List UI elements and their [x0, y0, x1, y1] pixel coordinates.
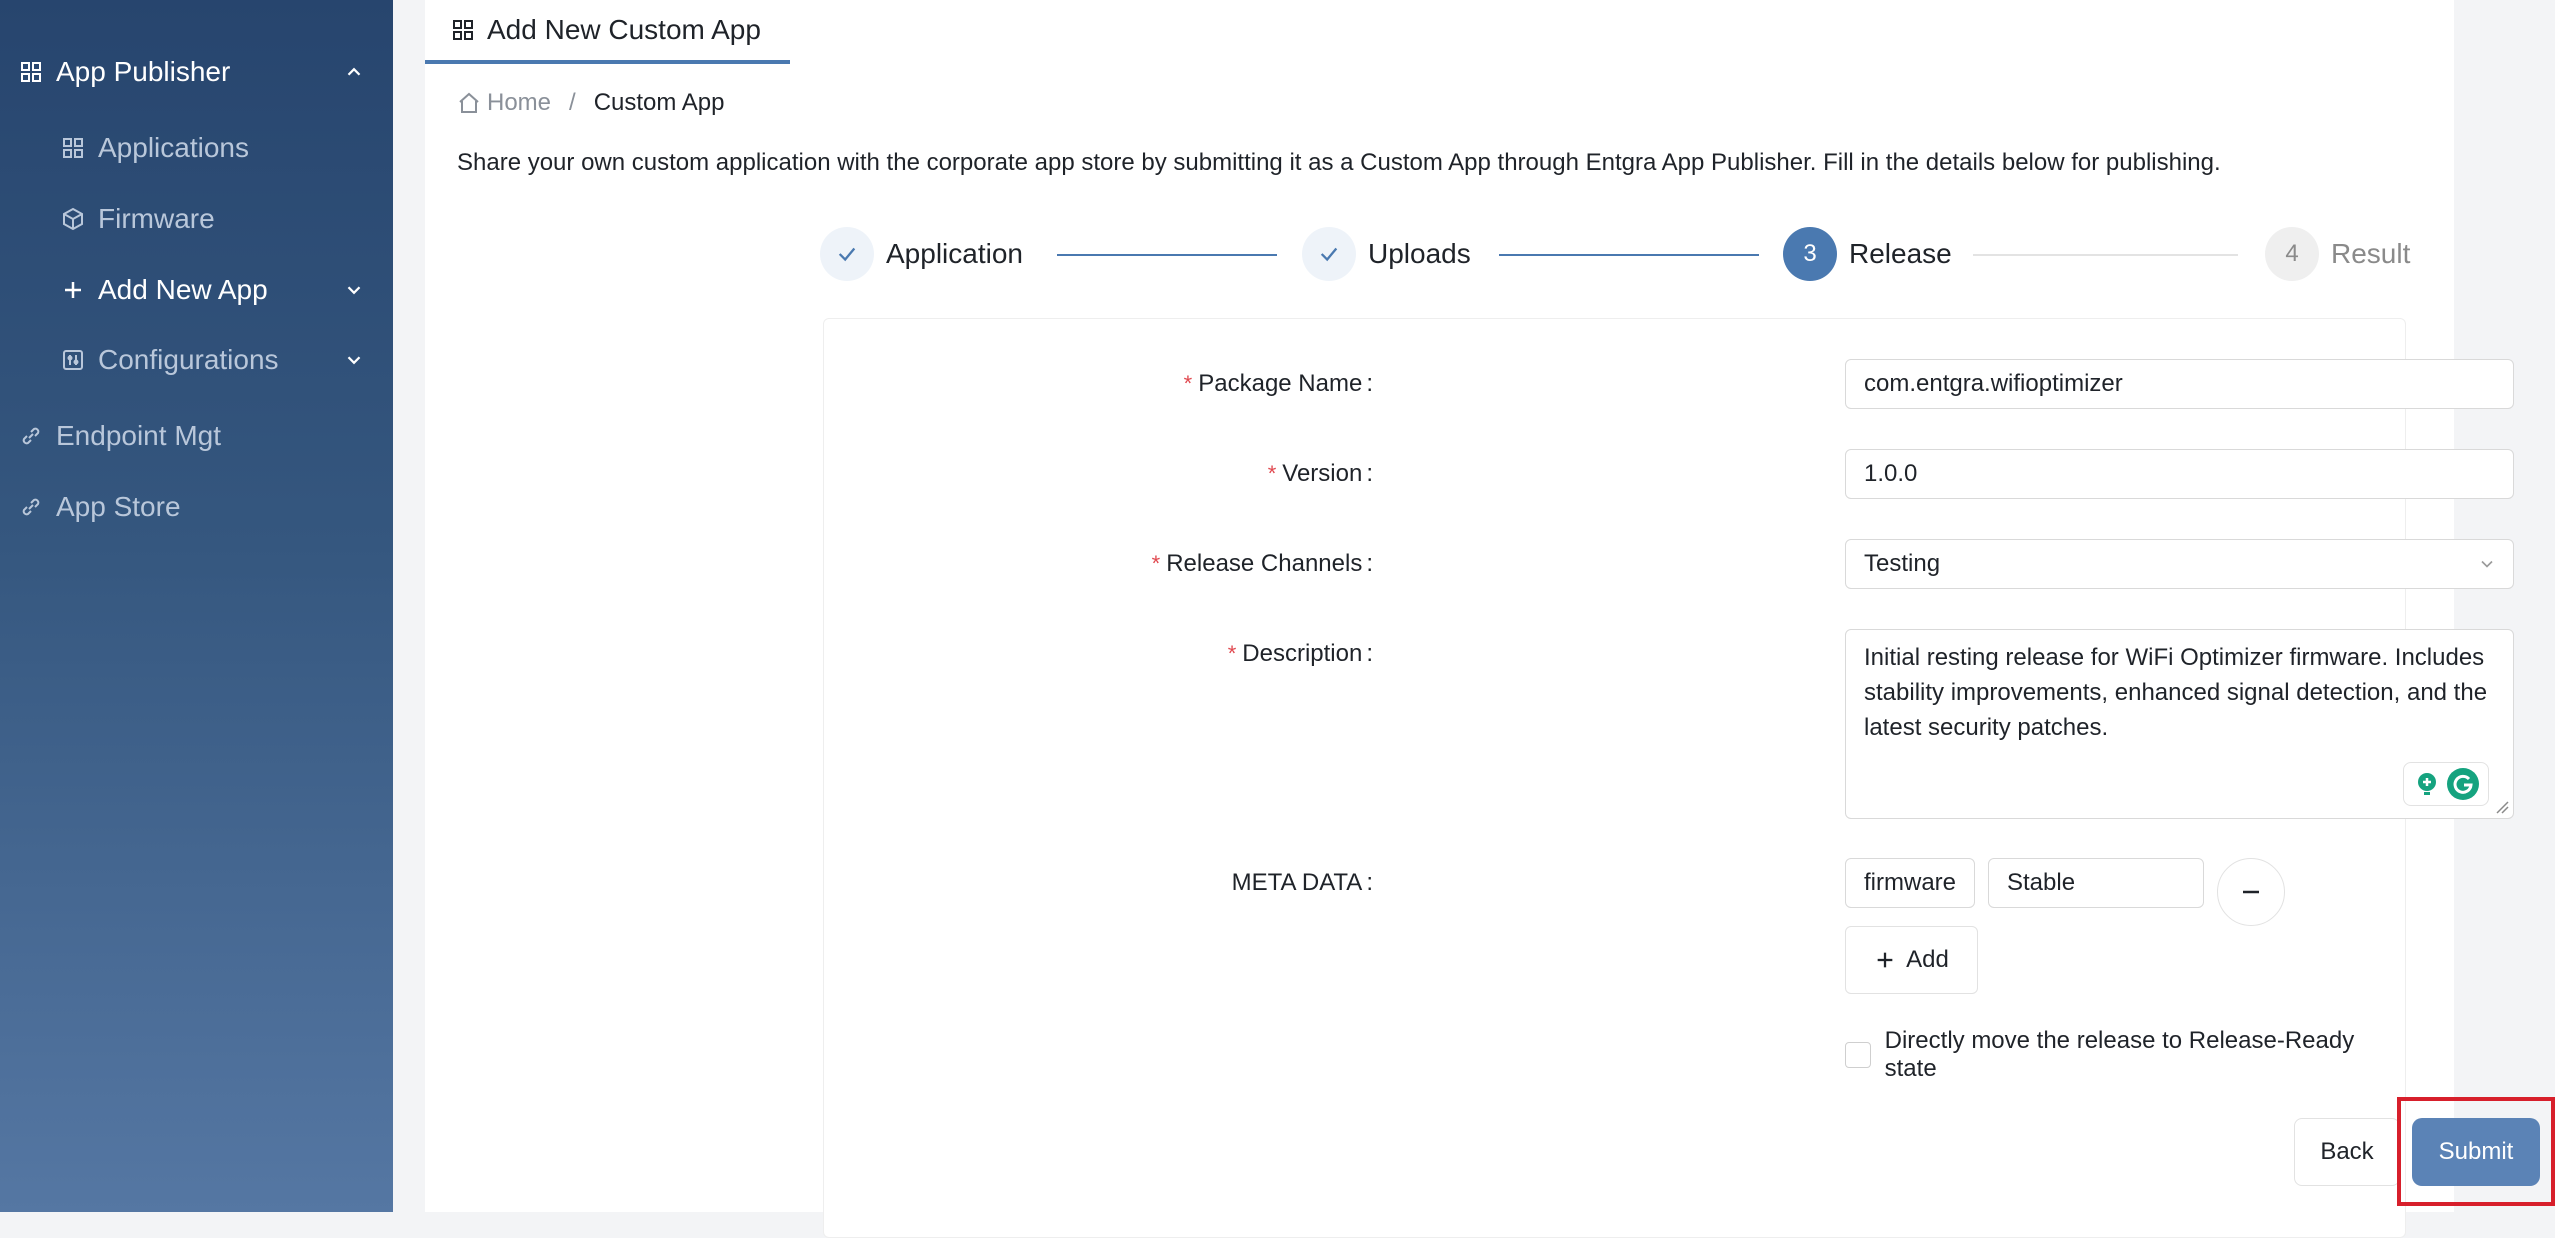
- version-label: [1268, 449, 1373, 499]
- label-text: Release Channels: [1166, 550, 1363, 577]
- step-circle: [820, 227, 874, 281]
- link-icon: [18, 423, 44, 449]
- release-ready-checkbox[interactable]: [1845, 1042, 1871, 1068]
- link-icon: [18, 494, 44, 520]
- step-label: Uploads: [1368, 238, 1471, 269]
- meta-data-label: [1232, 858, 1373, 908]
- step-label: Result: [2331, 238, 2411, 269]
- plus-icon: [60, 277, 86, 303]
- grid-icon: [451, 18, 475, 42]
- sidebar-item-firmware[interactable]: [0, 191, 393, 247]
- sidebar-item-label: Firmware: [98, 203, 215, 234]
- step-label: Application: [886, 238, 1023, 269]
- grammarly-widget[interactable]: [2403, 762, 2489, 806]
- submit-label: Submit: [2438, 1138, 2514, 1165]
- chevron-down-icon: [343, 349, 365, 371]
- step-circle: [1302, 227, 1356, 281]
- step-uploads: [1302, 226, 1471, 282]
- select-value: Testing: [1864, 550, 1941, 577]
- label-colon: :: [1366, 869, 1373, 896]
- check-icon: [836, 243, 858, 265]
- resize-handle-icon[interactable]: [2495, 800, 2509, 814]
- grid-icon: [60, 135, 86, 161]
- description-textarea[interactable]: [1845, 629, 2514, 819]
- step-application: [820, 226, 1023, 282]
- version-input[interactable]: [1845, 449, 2514, 499]
- lightbulb-icon[interactable]: [2413, 770, 2441, 798]
- back-label: Back: [2320, 1138, 2374, 1165]
- input-value: Stable: [2007, 869, 2076, 896]
- sidebar: [0, 0, 393, 1212]
- step-release: [1783, 226, 1952, 282]
- page-tab[interactable]: [425, 0, 790, 64]
- description-label: [1228, 629, 1373, 679]
- release-form-card: [823, 318, 2514, 1238]
- input-value: firmware: [1864, 869, 1957, 896]
- sidebar-item-label: App Store: [56, 491, 181, 522]
- release-channels-label: [1152, 539, 1373, 589]
- label-text: Description: [1242, 640, 1363, 667]
- breadcrumb: [457, 86, 724, 120]
- checkbox-label: Directly move the release to Release-Ready state: [1884, 1027, 2355, 1082]
- check-icon: [1318, 243, 1340, 265]
- step-number: 3: [1783, 227, 1837, 281]
- plus-icon: [1874, 949, 1896, 971]
- step-label: Release: [1849, 238, 1952, 269]
- required-mark: *: [1151, 551, 1161, 576]
- chevron-down-icon: [2477, 554, 2497, 574]
- step-result: [2265, 226, 2410, 282]
- step-number: 4: [2265, 227, 2319, 281]
- meta-value-input[interactable]: [1988, 858, 2204, 908]
- label-colon: :: [1366, 370, 1373, 397]
- label-text: Version: [1282, 460, 1363, 487]
- textarea-value: Initial resting release for WiFi Optimizer firmware. Includes stability improvements, enhanced signal detection, and the latest security patches.: [1864, 644, 2488, 741]
- home-icon: [457, 91, 481, 115]
- breadcrumb-home[interactable]: [457, 89, 551, 117]
- release-ready-checkbox-row[interactable]: [1845, 1027, 2405, 1082]
- label-colon: :: [1366, 640, 1373, 667]
- meta-key-input[interactable]: [1845, 858, 1975, 908]
- sidebar-item-label: App Publisher: [56, 56, 231, 87]
- breadcrumb-current: Custom App: [593, 89, 725, 116]
- chevron-down-icon: [343, 279, 365, 301]
- input-value: com.entgra.wifioptimizer: [1864, 370, 2123, 397]
- grid-icon: [18, 59, 44, 85]
- sidebar-item-label: Add New App: [98, 274, 268, 305]
- step-connector: [1973, 254, 2238, 256]
- sidebar-item-label: Endpoint Mgt: [56, 420, 221, 451]
- package-name-label: [1184, 359, 1373, 409]
- sidebar-item-applications[interactable]: [0, 120, 393, 176]
- add-meta-button[interactable]: [1845, 926, 1978, 994]
- package-name-input[interactable]: [1845, 359, 2514, 409]
- label-text: META DATA: [1231, 869, 1363, 896]
- step-connector: [1499, 254, 1759, 256]
- required-mark: *: [1227, 641, 1237, 666]
- sidebar-item-label: Applications: [98, 132, 249, 163]
- chevron-up-icon: [343, 61, 365, 83]
- remove-meta-button[interactable]: [2217, 858, 2285, 926]
- sidebar-item-app-store[interactable]: [0, 479, 393, 535]
- main-content: [425, 0, 2514, 1212]
- input-value: 1.0.0: [1864, 460, 1918, 487]
- sidebar-item-add-new-app[interactable]: [0, 262, 393, 318]
- release-channels-select[interactable]: [1845, 539, 2514, 589]
- submit-highlight-box: [2397, 1097, 2555, 1206]
- cube-icon: [60, 206, 86, 232]
- sidebar-item-configurations[interactable]: [0, 332, 393, 388]
- step-connector: [1057, 254, 1277, 256]
- page-title: Add New Custom App: [487, 14, 761, 45]
- minus-icon: [2239, 880, 2263, 904]
- back-button[interactable]: [2294, 1118, 2400, 1186]
- intro-text: Share your own custom application with the corporate app store by submitting it as a Custom App through Entgra App Publisher. Fill in the details below for publishing.: [457, 149, 2221, 176]
- add-label: Add: [1906, 946, 1949, 973]
- breadcrumb-home-label: Home: [487, 89, 552, 116]
- breadcrumb-separator: /: [569, 89, 576, 116]
- label-colon: :: [1366, 550, 1373, 577]
- required-mark: *: [1267, 461, 1277, 486]
- required-mark: *: [1183, 371, 1193, 396]
- sidebar-item-endpoint-mgt[interactable]: [0, 408, 393, 464]
- label-colon: :: [1366, 460, 1373, 487]
- label-text: Package Name: [1198, 370, 1363, 397]
- sidebar-item-app-publisher[interactable]: [0, 44, 393, 100]
- grammarly-icon[interactable]: [2446, 767, 2480, 801]
- sliders-icon: [60, 347, 86, 373]
- sidebar-item-label: Configurations: [98, 344, 279, 375]
